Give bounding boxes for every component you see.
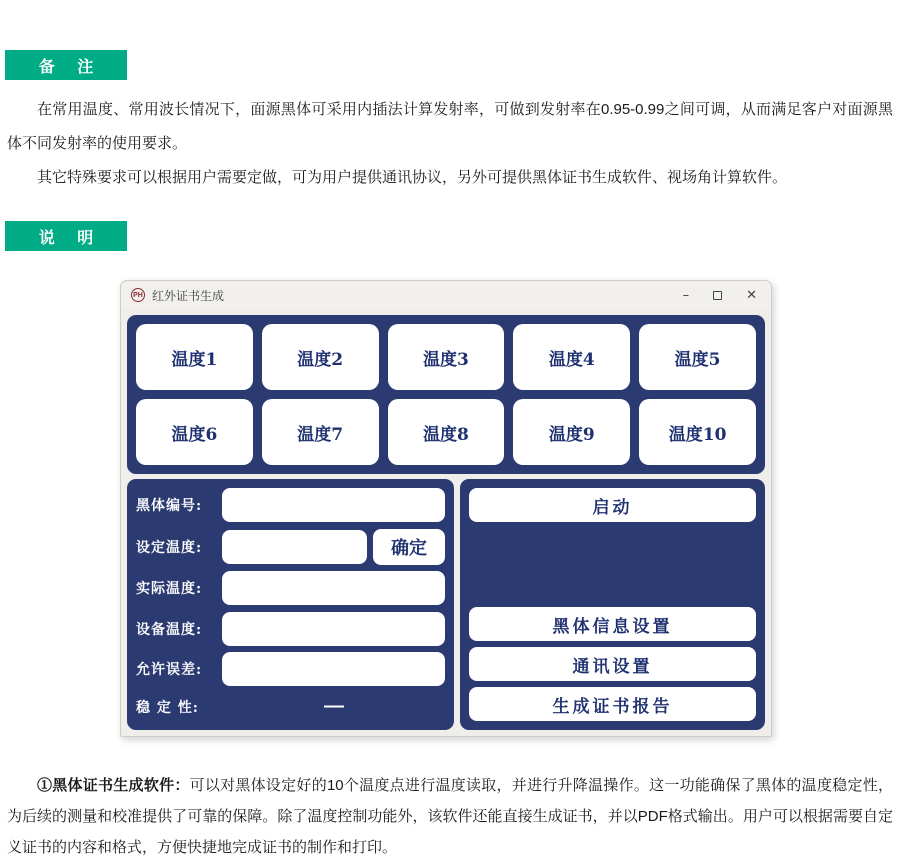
device-temp-input[interactable] bbox=[222, 612, 445, 646]
section-badge-notes: 备 注 bbox=[5, 50, 127, 80]
footnote-paragraph bbox=[7, 770, 893, 861]
field-row-blackbody-id bbox=[136, 488, 445, 522]
temp-button-3[interactable]: 温度3 bbox=[388, 324, 505, 390]
set-temp-label: 设定温度: bbox=[136, 539, 203, 556]
notes-paragraph-2: 其它特殊要求可以根据用户需要定做，可为用户提供通讯协议，另外可提供黑体证书生成软件、视场角计算软件。 bbox=[37, 169, 788, 186]
field-row-actual-temp bbox=[136, 571, 445, 605]
temp-button-1[interactable]: 温度1 bbox=[136, 324, 253, 390]
window-body bbox=[121, 309, 771, 736]
footnote-block bbox=[0, 770, 900, 861]
section-badge-explanation: 说 明 bbox=[5, 221, 127, 251]
stability-value: — bbox=[324, 695, 343, 718]
generate-report-button[interactable]: 生成证书报告 bbox=[469, 687, 756, 721]
bottom-panels-row bbox=[127, 479, 765, 730]
field-row-tolerance bbox=[136, 652, 445, 686]
blackbody-id-label: 黑体编号: bbox=[136, 498, 203, 514]
temp-button-4[interactable]: 温度4 bbox=[513, 324, 630, 390]
actions-panel bbox=[460, 479, 765, 730]
app-window bbox=[120, 280, 772, 737]
blackbody-id-input[interactable] bbox=[222, 488, 445, 522]
actual-temp-input[interactable] bbox=[222, 571, 445, 605]
temp-button-10[interactable]: 温度10 bbox=[639, 399, 756, 465]
window-title: 红外证书生成 bbox=[152, 288, 225, 303]
device-temp-label: 设备温度: bbox=[136, 621, 203, 638]
notes-paragraph-1: 在常用温度、常用波长情况下，面源黑体可采用内插法计算发射率，可做到发射率在0.95-0.99之间可调，从而满足客户对面源黑体不同发射率的使用要求。 bbox=[7, 101, 893, 152]
maximize-icon[interactable] bbox=[713, 291, 722, 300]
temp-button-5[interactable]: 温度5 bbox=[639, 324, 756, 390]
app-logo-icon: PH bbox=[131, 288, 145, 302]
temp-button-8[interactable]: 温度8 bbox=[388, 399, 505, 465]
temp-button-6[interactable]: 温度6 bbox=[136, 399, 253, 465]
stability-row bbox=[136, 693, 445, 721]
comm-settings-button[interactable]: 通讯设置 bbox=[469, 647, 756, 681]
footnote-lead: ①黑体证书生成软件： bbox=[37, 777, 190, 794]
field-row-set-temp bbox=[136, 529, 445, 565]
stability-label: 稳 定 性: bbox=[136, 699, 199, 716]
set-temp-input[interactable] bbox=[222, 530, 367, 564]
actual-temp-label: 实际温度: bbox=[136, 581, 203, 598]
window-controls bbox=[683, 289, 761, 302]
temp-button-9[interactable]: 温度9 bbox=[513, 399, 630, 465]
close-icon[interactable]: ✕ bbox=[746, 287, 757, 303]
start-button[interactable]: 启动 bbox=[469, 488, 756, 522]
tolerance-label: 允许误差: bbox=[136, 662, 203, 679]
blackbody-info-settings-button[interactable]: 黑体信息设置 bbox=[469, 607, 756, 641]
footnote-body: 可以对黑体设定好的10个温度点进行温度读取，并进行升降温操作。这一功能确保了黑体的温度稳定性，为后续的测量和校准提供了可靠的保障。除了温度控制功能外，该软件还能直接生成证书，并以PDF格式输出。用户可以根据需要自定义证书的内容和格式，方便快捷地完成证书的制作和打印。 bbox=[7, 777, 893, 856]
temp-button-7[interactable]: 温度7 bbox=[262, 399, 379, 465]
actions-spacer bbox=[469, 528, 756, 601]
temperature-button-panel bbox=[127, 315, 765, 474]
titlebar[interactable] bbox=[121, 281, 771, 309]
temp-button-2[interactable]: 温度2 bbox=[262, 324, 379, 390]
minimize-icon[interactable]: – bbox=[682, 287, 690, 303]
fields-panel bbox=[127, 479, 454, 730]
field-row-device-temp bbox=[136, 612, 445, 646]
confirm-button[interactable]: 确定 bbox=[373, 529, 445, 565]
notes-text-block bbox=[0, 93, 900, 195]
tolerance-input[interactable] bbox=[222, 652, 445, 686]
